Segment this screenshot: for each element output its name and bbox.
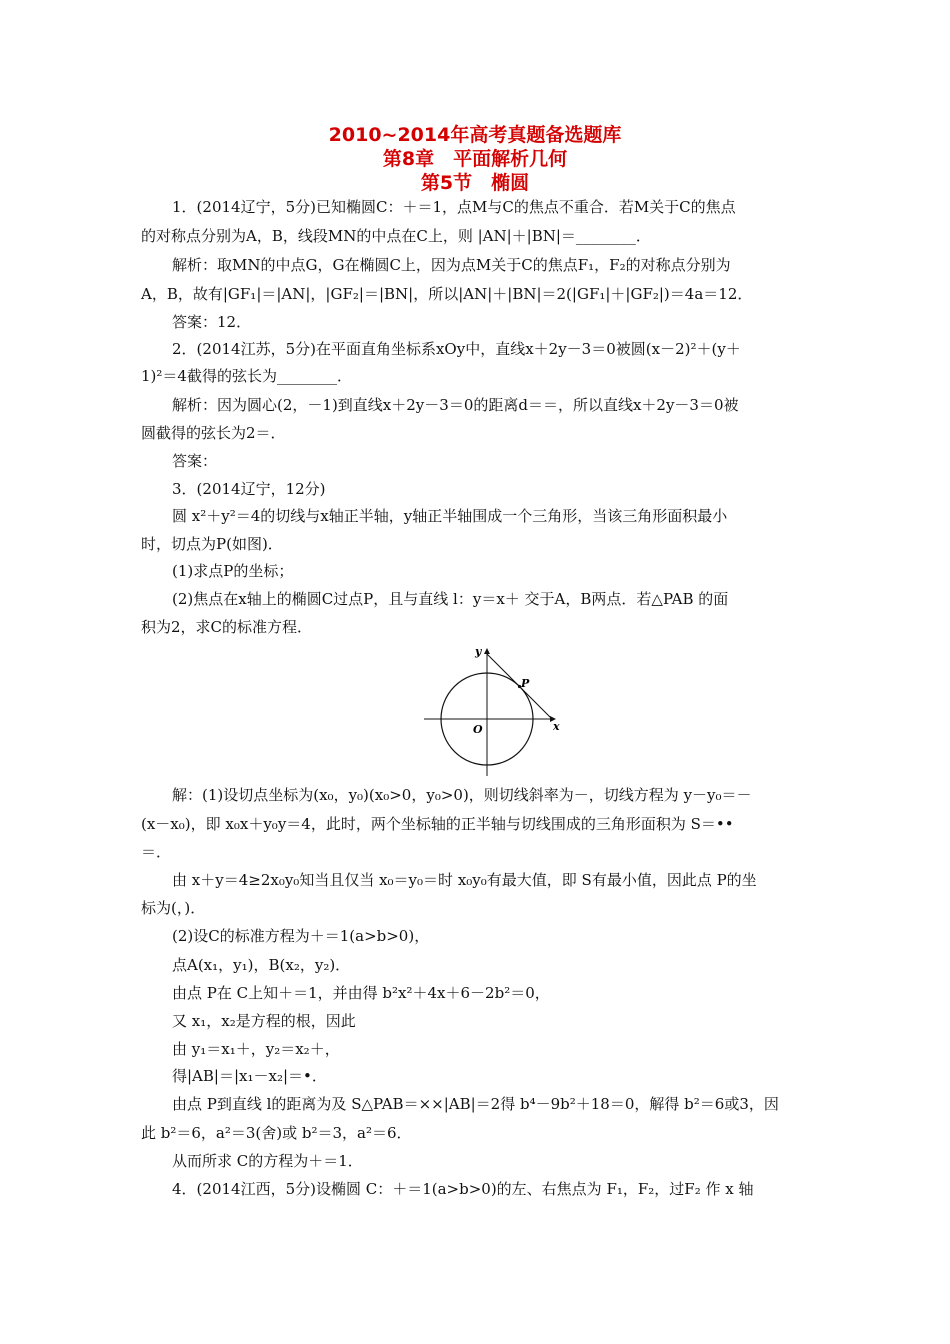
title-line-2: 第8章 平面解析几何 — [382, 148, 568, 170]
text-line: 时，切点为P(如图)． — [141, 535, 283, 553]
y-axis-arrow — [484, 648, 490, 654]
text-line: 由点 P在 C上知＋＝1，并由得 b²x²＋4x＋6－2b²＝0， — [172, 984, 550, 1002]
text-line: 4．(2014江西，5分)设椭圆 C：＋＝1(a>b>0)的左、右焦点为 F₁，F₂，过F₂ 作 x 轴 — [172, 1180, 754, 1198]
title-line-1: 2010~2014年高考真题备选题库 — [328, 124, 622, 146]
text-line: 答案： — [172, 452, 218, 470]
text-line: 1)²＝4截得的弦长为________． — [141, 367, 352, 385]
label-p: P — [521, 677, 530, 690]
text-line: 从而所求 C的方程为＋＝1． — [172, 1152, 363, 1170]
text-line: 圆 x²＋y²＝4的切线与x轴正半轴，y轴正半轴围成一个三角形，当该三角形面积最小 — [172, 507, 728, 525]
text-line: 圆截得的弦长为2＝． — [141, 424, 286, 442]
text-line: 2．(2014江苏，5分)在平面直角坐标系xOy中，直线x＋2y－3＝0被圆(x－2)²＋(y＋ — [172, 340, 741, 358]
text-line: 1．(2014辽宁，5分)已知椭圆C：＋＝1，点M与C的焦点不重合．若M关于C的焦点 — [172, 198, 736, 216]
text-line: 标为(，)． — [141, 899, 206, 917]
text-line: 答案：12． — [172, 313, 252, 331]
text-line: ＝． — [141, 843, 172, 861]
circle-tangent-figure — [412, 640, 582, 780]
text-line: 积为2，求C的标准方程． — [141, 618, 313, 636]
label-x: x — [553, 720, 560, 733]
text-line: 由点 P到直线 l的距离为及 S△PAB＝××|AB|＝2得 b⁴－9b²＋18＝0，解得 b²＝6或3，因 — [172, 1095, 779, 1113]
text-line: 由 x＋y＝4≥2x₀y₀知当且仅当 x₀＝y₀＝时 x₀y₀有最大值，即 S有最小值，因此点 P的坐 — [172, 871, 757, 889]
text-line: (2)设C的标准方程为＋＝1(a>b>0)， — [172, 927, 430, 945]
text-line: 此 b²＝6，a²＝3(舍)或 b²＝3，a²＝6． — [141, 1124, 412, 1142]
text-line: 得|AB|＝|x₁－x₂|＝•． — [172, 1067, 327, 1085]
text-line: 3．(2014辽宁，12分) — [172, 480, 326, 498]
label-y: y — [475, 645, 482, 658]
text-line: 的对称点分别为A，B，线段MN的中点在C上，则 |AN|＋|BN|＝________． — [141, 227, 651, 245]
text-line: 解析：取MN的中点G，G在椭圆C上，因为点M关于C的焦点F₁，F₂的对称点分别为 — [172, 256, 731, 274]
title-line-3: 第5节 椭圆 — [420, 172, 530, 194]
text-line: 点A(x₁，y₁)，B(x₂，y₂)． — [172, 956, 351, 974]
text-line: 解：(1)设切点坐标为(x₀，y₀)(x₀>0，y₀>0)，则切线斜率为－，切线方程为 y－y₀＝－ — [172, 786, 752, 804]
text-line: 由 y₁＝x₁＋，y₂＝x₂＋， — [172, 1040, 340, 1058]
text-line: 解析：因为圆心(2，－1)到直线x＋2y－3＝0的距离d＝＝，所以直线x＋2y－3＝0被 — [172, 396, 739, 414]
text-line: (2)焦点在x轴上的椭圆C过点P，且与直线 l：y＝x＋ 交于A，B两点．若△PAB 的面 — [172, 590, 729, 608]
label-o: O — [473, 723, 483, 736]
text-line: 又 x₁，x₂是方程的根，因此 — [172, 1012, 356, 1030]
text-line: (x－x₀)，即 x₀x＋y₀y＝4，此时，两个坐标轴的正半轴与切线围成的三角形面积为 S＝•• — [141, 815, 734, 833]
text-line: (1)求点P的坐标； — [172, 562, 294, 580]
text-line: A，B，故有|GF₁|＝|AN|，|GF₂|＝|BN|，所以|AN|＋|BN|＝2(|GF₁|＋|GF₂|)＝4a＝12． — [141, 285, 753, 303]
